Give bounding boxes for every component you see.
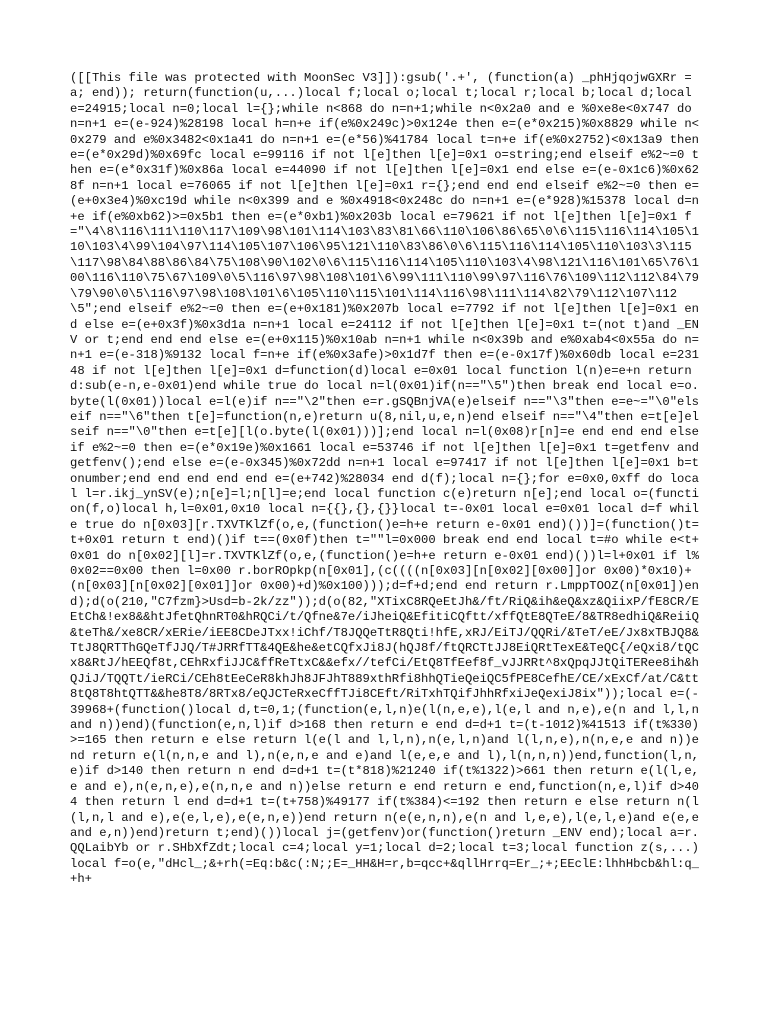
obfuscated-lua-source: ([[This file was protected with MoonSec V3]]):gsub('.+', (function(a) _phHjqojwGXRr = a; end)); return(function(u,...)local f;local o;local t;local r;local b;local d;local e=24915;local n=0;local l={};while n<868 do n=n+1;while n<0x2a0 and e %0xe8e<0x747 do n=n+1 e=(e-924)%28198 local h=n+e if(e%0x249c)>0x124e then e=(e*0x215)%0x8829 while n<0x279 and e%0x3482<0x1a41 do n=n+1 e=(e*56)%41784 local t=n+e if(e%0x2752)<0x13a9 then e=(e*0x29d)%0x69fc local e=99116 if not l[e]then l[e]=0x1 o=string;end elseif e%2~=0 then e=(e*0x31f)%0x86a local e=44090 if not l[e]then l[e]=0x1 end else e=(e-0x1c6)%0x628f n=n+1 local e=76065 if not l[e]then l[e]=0x1 r={};end end end elseif e%2~=0 then e=(e+0x3e4)%0xc19d while n<0x399 and e %0x4918<0x248c do n=n+1 e=(e*928)%15378 local d=n+e if(e%0xb62)>=0x5b1 then e=(e*0xb1)%0x203b local e=79621 if not l[e]then l[e]=0x1 f="\4\8\116\111\110\117\109\98\101\114\103\83\81\66\110\106\86\65\0\6\115\116\114\105\110\103\4\99\104\97\114\105\107\106\95\121\110\83\86\0\6\115\116\114\105\110\103\3\115\117\98\84\88\86\84\75\108\90\102\0\6\115\116\114\105\110\103\4\98\121\116\101\65\76\100\116\110\75\67\109\0\5\116\97\98\108\101\6\99\111\110\99\97\116\76\109\112\112\84\79\79\90\0\5\116\97\98\108\101\6\105\110\115\101\114\116\98\111\114\82\79\112\107\112\5";end elseif e%2~=0 then e=(e+0x181)%0x207b local e=7792 if not l[e]then l[e]=0x1 end else e=(e+0x3f)%0x3d1a n=n+1 local e=24112 if not l[e]then l[e]=0x1 t=(not t)and _ENV or t;end end end else e=(e+0x115)%0x10ab n=n+1 while n<0x39b and e%0xab4<0x55a do n=n+1 e=(e-318)%9132 local f=n+e if(e%0x3afe)>0x1d7f then e=(e-0x17f)%0x60db local e=23148 if not l[e]then l[e]=0x1 d=function(d)local e=0x01 local function l(n)e=e+n return d:sub(e-n,e-0x01)end while true do local n=l(0x01)if(n=="\5")then break end local e=o.byte(l(0x01))local e=l(e)if n=="\2"then e=r.gSQBnjVA(e)elseif n=="\3"then e=e~="\0"elseif n=="\6"then t[e]=function(n,e)return u(8,nil,u,e,n)end elseif n=="\4"then e=t[e]elseif n=="\0"then e=t[e][l(o.byte(l(0x01)))];end local n=l(0x08)r[n]=e end end end elseif e%2~=0 then e=(e*0x19e)%0x1661 local e=53746 if not l[e]then l[e]=0x1 t=getfenv and getfenv();end else e=(e-0x345)%0x72dd n=n+1 local e=97417 if not l[e]then l[e]=0x1 b=tonumber;end end end end end e=(e+742)%28034 end d(f);local n={};for e=0x0,0xff do local l=r.ikj_ynSV(e);n[e]=l;n[l]=e;end local function c(e)return n[e];end local o=(function(f,o)local h,l=0x01,0x10 local n={{},{},{}}local t=-0x01 local e=0x01 local d=f while true do n[0x03][r.TXVTKlZf(o,e,(function()e=h+e return e-0x01 end)())]=(function()t=t+0x01 return t end)()if t==(0x0f)then t=""l=0x000 break end end local t=#o while e<t+0x01 do n[0x02][l]=r.TXVTKlZf(o,e,(function()e=h+e return e-0x01 end)())l=l+0x01 if l%0x02==0x00 then l=0x00 r.borROpkp(n[0x01],(c((((n[0x03][n[0x02][0x00]]or 0x00)*0x10)+(n[0x03][n[0x02][0x01]]or 0x00)+d)%0x100)));d=f+d;end end return r.LmppTOOZ(n[0x01])end);d(o(210,"C7fzm}>Usd=b-2k/zz"));d(o(82,"XTixC8RQeEtJh&/ft/RiQ&ih&eQ&xz&QiixP/fE8CR/EEtCh&!ex8&&htJfetQhnRT0&hRQCi/t/Qfne&7e/iJheiQ&EfitiCQftt/xffQtE8QTeE/8&TR8edhiQ&ReiiQ&teTh&/xe8CR/xERie/iEE8CDeJTxx!iChf/T8JQQeTtR8Qti!hfE,xRJ/EiTJ/QQRi/&TeT/eE/Jx8xTBJQ8&TtJ8QRTThGQeTfJJQ/T#JRRfTT&4QE&he&etCQfxJi8J(hQJ8f/ftQRCTtJJ8EiQRtTexE&TeQC{/eQxi8/tQCx8&RtJ/hEEQf8t,CEhRxfiJJC&ffReTtxC&&efx//tefCi/EtQ8TfEef8f_vJJRRt^8xQpqJJtQiTERee8ih&hQJiJ/TQQTt/ieRCi/CEh8tEeCeR8khJh8JFJhT889xthRfi8hhQTieQeiQC5fPE8CefhE/CE/xExCf/at/C&tt8tQ8T8htQTT&&he8T8/8RTx8/eQJCTeRxeCffTJi8CEft/RiTxhTQifJhhRfxiJeQexiJ8ix"));local e=(-39968+(function()local d,t=0,1;(function(e,l,n)e(l(n,e,e),l(e,l and n,e),e(n and l,l,n and n))end)(function(e,n,l)if d>168 then return e end d=d+1 t=(t-1012)%41513 if(t%330)>=165 then return e else return l(e(l and l,l,n),n(e,l,n)and l(l,n,e),n(n,e,e and n))end return e(l(n,n,e and l),n(e,n,e and e)and l(e,e,e and l),l(n,n,n))end,function(l,n,e)if d>140 then return n end d=d+1 t=(t*818)%21240 if(t%1322)>661 then return e(l(l,e,e and e),n(e,n,e),e(n,n,e and n))else return e end return e end,function(n,e,l)if d>404 then return l end d=d+1 t=(t+758)%49177 if(t%384)<=192 then return e else return n(l(l,n,l and e),e(e,l,e),e(e,n,e))end return n(e(e,n,n),e(n and l,e,e),l(e,l,e)and e(e,e and e,n))end)return t;end)())local j=(getfenv)or(function()return _ENV end);local a=r.QQLaibYb or r.SHbXfZdt;local c=4;local y=1;local d=2;local t=3;local function z(s,...)local f=o(e,"dHcl_;&+rh(=Eq:b&c(:N;;E=_HH&H=r,b=qcc+&qllHrrq=Er_;+;EEclE:lhhHbcb&hl:q_+h+ [70, 71, 707, 887]
